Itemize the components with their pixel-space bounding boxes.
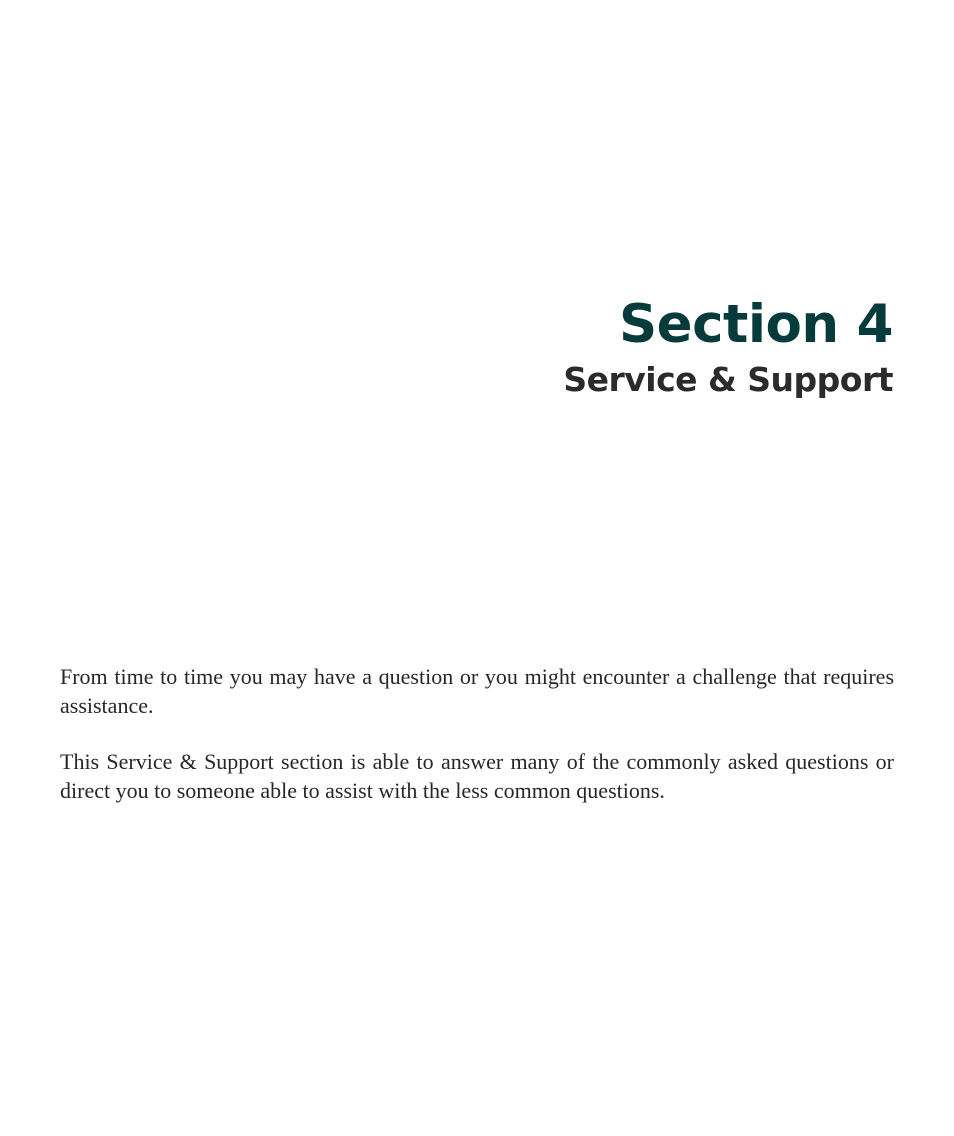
section-title: Section 4 <box>618 294 893 355</box>
section-subtitle: Service & Support <box>563 360 893 399</box>
section-header <box>563 292 893 401</box>
intro-paragraph-1: From time to time you may have a question or you might encounter a challenge that requires assistance. <box>60 664 894 718</box>
intro-paragraph-2: This Service & Support section is able to answer many of the commonly asked questions or direct you to someone able to assist with the less common questions. <box>60 749 894 803</box>
intro-text <box>60 662 894 832</box>
